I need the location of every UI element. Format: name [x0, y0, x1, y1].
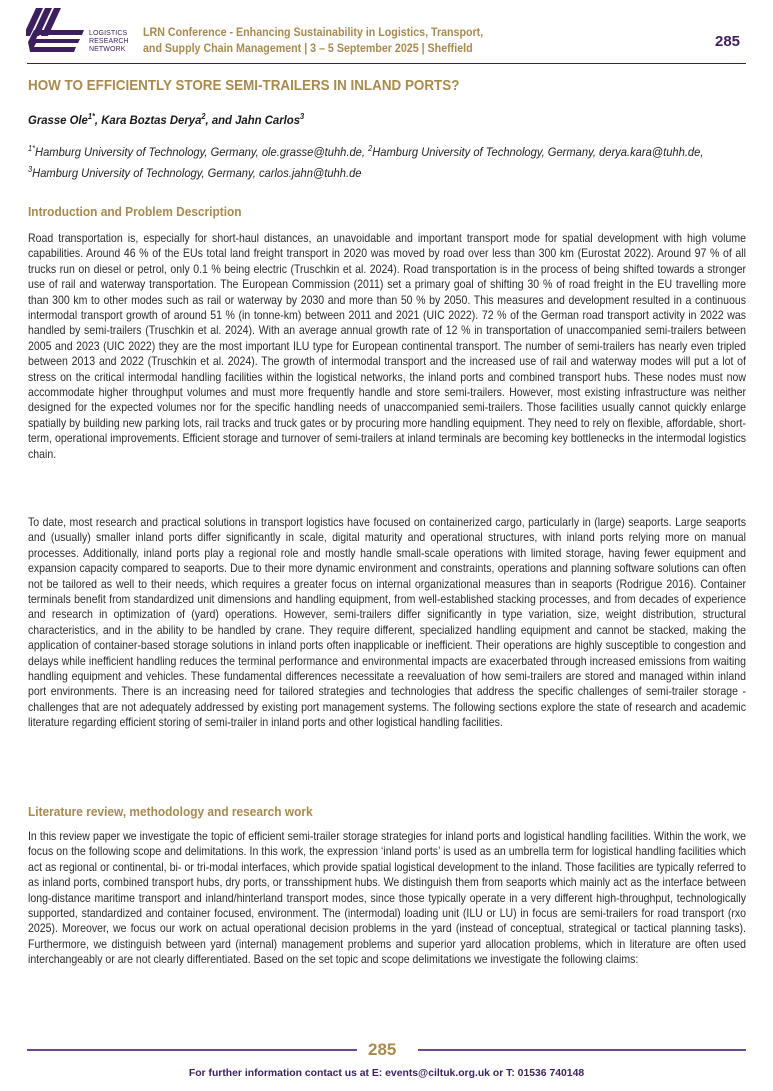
paragraph: Road transportation is, especially for short-haul distances, an unavoidable and important transport mode for spatial development with high volume capabilities. Around 46 % of the EUs total land freight transport in 2020 was moved by road over less than 300 km (Eurostat 2022). Around 97 % of all trucks run on diesel or petrol, only 0.1 % being electric (Truschkin et al. 2024). Road transportation is in the process of being shifted towards a stronger use of rail and waterway transportation. The European Commission (2011) set a primary goal of shifting 30 % of road freight in the EU travelling more than 300 km to other modes such as rail or waterway by 2030 and more than 50 % by 2050. This measures and development resulted in a continuous intermodal transport growth of around 51 % (in tonne-km) between 2011 and 2021 (UIC 2022). 72 % of the German road transport activity in 2022 was handled by semi-trailers (Truschkin et al. 2024). With an average annual growth rate of 12 % in transportation of unaccompanied semi-trailers between 2005 and 2023 (UIC 2022) they are the most important ILU type for European continental transport. The number of semi-trailers has nearly even tripled between 2013 and 2022 (Truschkin et al. 2024). The growth of intermodal transport and the increased use of rail and waterway modes will put a lot of stress on the critical intermodal handling facilities within the logistical networks, the inland ports and combined transport hubs. These nodes must now accommodate higher throughput volumes and must more frequently handle and store semi-trailers. However, most existing infrastructure was neither designed for the expected volumes nor for the specific handling needs of unaccompanied semi-trailers. Those facilities usually cannot quickly enlarge spatially by building new parking lots, rail tracks and truck gates or by procuring more handling equipment. They need to rely on flexible, affordable, short-term, operational improvements. Efficient storage and turnover of semi-trailers at inland terminals are becoming key bottlenecks in the intermodal logistics chain. — [28, 232, 746, 461]
section-heading: Literature review, methodology and research work — [28, 804, 313, 819]
author-sup: 3 — [300, 112, 305, 121]
conference-line-1: LRN Conference - Enhancing Sustainability in Logistics, Transport, — [143, 26, 484, 39]
paper-body — [28, 78, 746, 967]
logo-line: RESEARCH — [89, 38, 129, 45]
affiliations — [28, 140, 746, 182]
author-separator: , and — [205, 113, 236, 128]
paper-title: HOW TO EFFICIENTLY STORE SEMI-TRAILERS IN INLAND PORTS? — [28, 78, 460, 94]
header-page-number: 285 — [715, 33, 741, 50]
logo-line: NETWORK — [89, 46, 126, 53]
paragraph: In this review paper we investigate the topic of efficient semi-trailer storage strategies for inland ports and logistical handling facilities. Within the work, we focus on the following scope and delimitations. In this work, the expression ‘inland ports’ is used as an umbrella term for logistical handling facilities which act as regional or continental, bi- or tri-modal interfaces, which provide spatial logistical development to the inland. Those facilities are typically referred to as inland ports, combined transport hubs, dry ports, or transshipment hubs. We distinguish them from seaports which mainly act as the interface between long-distance maritime transport and inland/hinterland transport modes, since those typically operate in a very different high-throughput, technologically supported, standardized and container focused, environment. The (intermodal) loading unit (ILU or LU) in focus are semi-trailers for road transport (rxo 2025). Moreover, we focus our work on actual operational decision problems in the yard (instead of conceptual, strategical or tactical planning tasks). Furthermore, we distinguish between yard (internal) management problems and superior yard allocation problems, which in literature are often used interchangeably or are not clearly differentiated. Based on the set topic and scope delimitations we investigate the following claims: — [28, 830, 746, 967]
author-list — [28, 112, 696, 130]
author-name: Grasse Ole — [28, 113, 88, 128]
footer-contact: For further information contact us at E: events@ciltuk.org.uk or T: 01536 740148 — [188, 1068, 585, 1079]
author-sup: 2 — [201, 112, 206, 121]
author-name: Kara Boztas Derya — [101, 113, 202, 128]
affiliation-sup: 1* — [28, 144, 36, 153]
author-separator: , — [94, 113, 102, 128]
paragraph: To date, most research and practical solutions in transport logistics have focused on containerized cargo, particularly in (large) seaports. Large seaports and (usually) smaller inland ports differ significantly in scale, digital maturity and operational structures, with inland ports relying more on manual processes. Additionally, inland ports play a regional role and mostly handle small-scale operations with limited storage, having fewer equipment and expansion capacity compared to seaports. Due to their more dynamic environment and constraints, operations and planning software solutions can often not be tailored as well to their needs, which requires a greater focus on internal organizational measures than in seaports (Rodrigue 2016). Container terminals benefit from standardized unit dimensions and handling equipment, from well-established stacking processes, and from decades of experience and research in optimization of (yard) operations. However, semi-trailers differ significantly in type variation, size, weight distribution, structural characteristics, and in the ability to be handled by crane. They require different, specialized handling equipment and cannot be stacked, making the application of container-based storage solutions in inland ports often inapplicable or inefficient. Their operations are highly susceptible to congestion and delays while inefficient handling reduces the terminal performance and environmental impacts are exacerbated through increased emissions from waiting handling equipment and vehicles. These fundamental differences necessitate a reevaluation of how semi-trailers are stored and managed within inland port environments. There is an increasing need for tailored strategies and technologies that address the specific challenges of semi-trailer storage - challenges that are not adequately addressed by existing port management systems. The following sections explore the state of research and academic literature regarding efficient storing of semi-trailer in inland ports and other logistical handling facilities. — [28, 516, 746, 730]
page-header — [0, 0, 773, 60]
affiliation: Hamburg University of Technology, Germany, carlos.jahn@tuhh.de — [32, 166, 362, 180]
footer-rule-right — [418, 1049, 746, 1051]
affiliation-sup: 3 — [28, 165, 33, 174]
footer-rule-left — [27, 1049, 357, 1051]
section-heading: Introduction and Problem Description — [28, 204, 242, 219]
logo-wordmark — [89, 30, 129, 54]
affiliation-sup: 2 — [368, 144, 373, 153]
logo-line: LOGISTICS — [89, 30, 128, 37]
affiliation: Hamburg University of Technology, Germany, ole.grasse@tuhh.de, — [35, 145, 369, 159]
author-sup: 1* — [87, 112, 95, 121]
author-name: Jahn Carlos — [235, 113, 301, 128]
conference-title — [143, 25, 483, 57]
footer-page-number: 285 — [368, 1040, 397, 1059]
affiliation: Hamburg University of Technology, Germany, derya.kara@tuhh.de, — [372, 145, 704, 159]
header-divider — [27, 63, 746, 64]
lrn-logo — [26, 8, 129, 56]
conference-line-2: and Supply Chain Management | 3 – 5 September 2025 | Sheffield — [143, 42, 473, 55]
